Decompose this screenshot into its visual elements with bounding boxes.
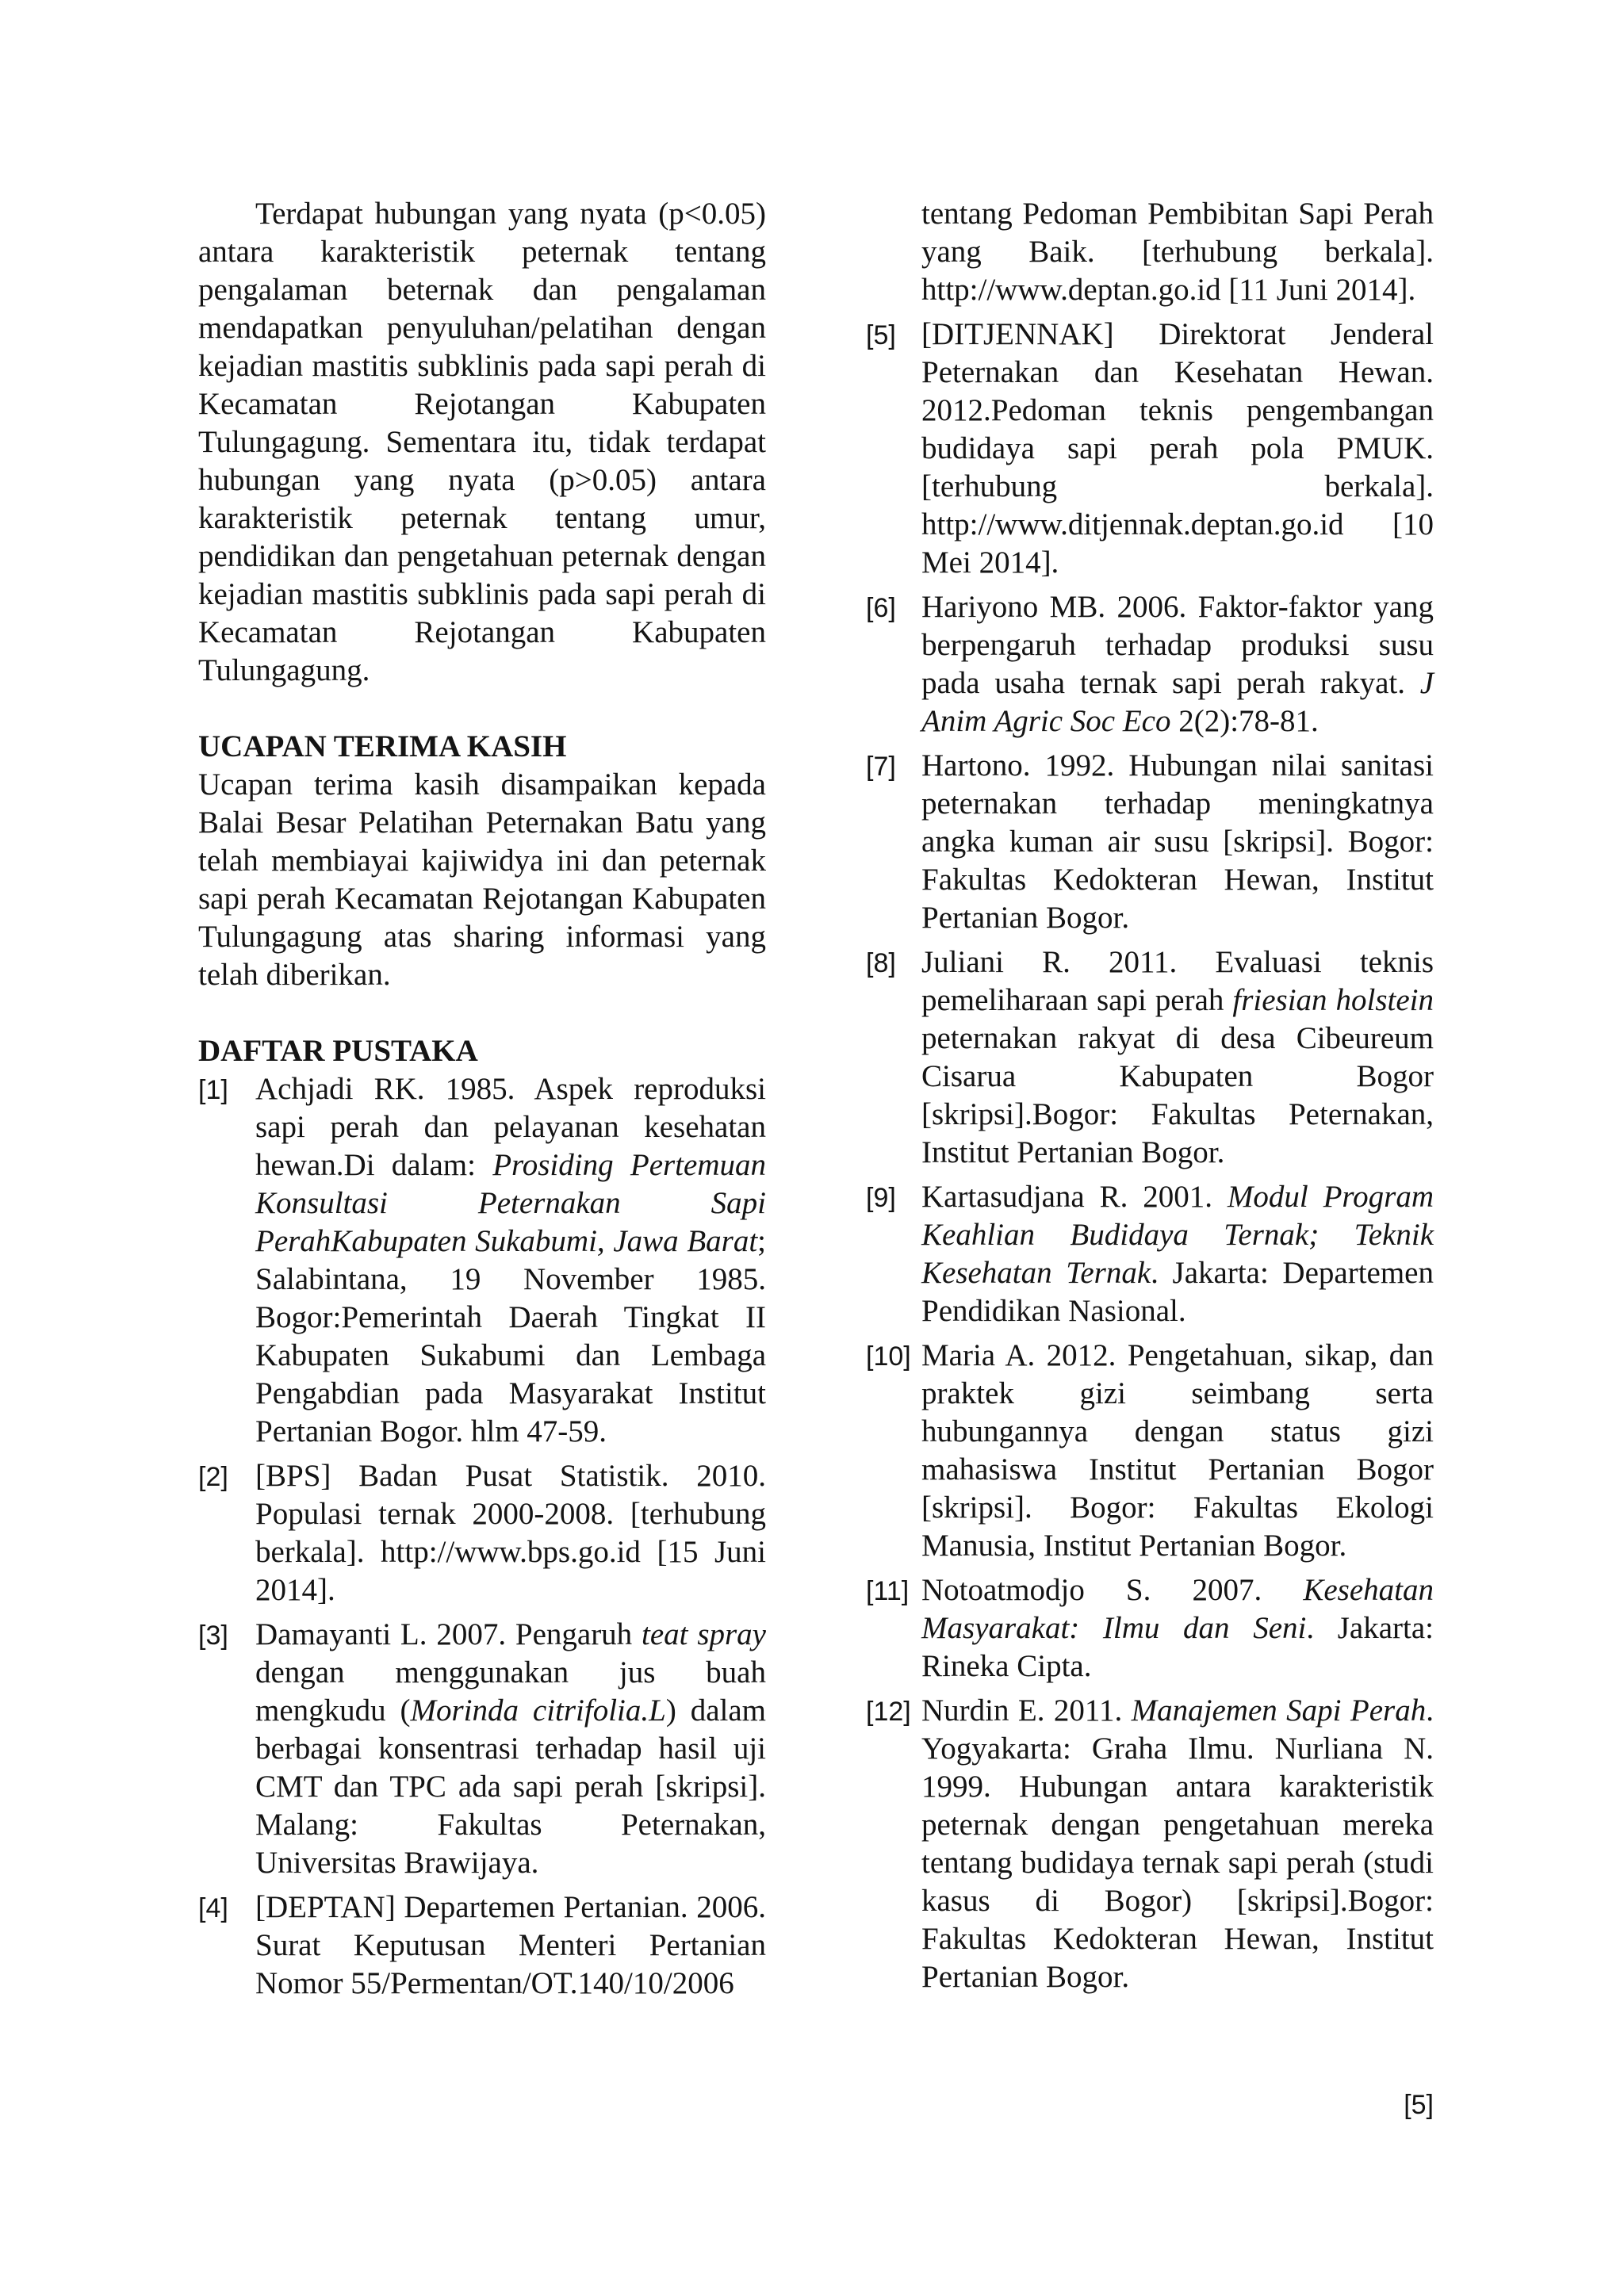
reference-12 [866,1692,1434,1996]
reference-italic: Morinda citrifolia.L [410,1693,666,1728]
acknowledgement-heading: UCAPAN TERIMA KASIH [198,729,567,763]
reference-text: Kartasudjana R. 2001. [921,1180,1228,1214]
spacer [198,690,766,728]
reference-number: [12] [866,1697,911,1727]
reference-text: [DEPTAN] Departemen Pertanian. 2006. Surat Keputusan Menteri Pertanian Nomor 55/Permentan/OT.140/10/2006 [255,1890,766,2000]
page-number: [5] [1404,2090,1434,2120]
reference-text: Damayanti L. 2007. Pengaruh [255,1617,642,1651]
reference-italic: Manajemen Sapi Perah [1131,1693,1427,1728]
reference-number: [1] [198,1075,228,1105]
reference-6 [866,588,1434,740]
reference-7 [866,747,1434,937]
reference-9 [866,1178,1434,1330]
reference-italic: Prosiding Pertemuan Konsultasi Peternakan Sapi PerahKabupaten Sukabumi, Jawa Barat [255,1148,766,1258]
reference-3 [198,1616,766,1882]
reference-text: [BPS] Badan Pusat Statistik. 2010. Populasi ternak 2000-2008. [terhubung berkala]. http://www.bps.go.id [15 Juni 2014]. [255,1459,766,1607]
reference-5 [866,316,1434,582]
reference-number: [7] [866,752,896,782]
spacer [198,994,766,1032]
reference-4-continued: tentang Pedoman Pembibitan Sapi Perah yang Baik. [terhubung berkala]. http://www.deptan.go.id [11 Juni 2014]. [921,197,1434,307]
reference-text: ) dalam berbagai konsentrasi terhadap hasil uji CMT dan TPC ada sapi perah [skripsi]. Malang: Fakultas Peternakan, Universitas Brawijaya. [255,1693,766,1880]
right-column [866,195,1434,2003]
reference-number: [9] [866,1183,896,1213]
reference-number: [4] [198,1893,228,1923]
reference-number: [10] [866,1341,911,1372]
reference-text: ; Salabintana, 19 November 1985. Bogor:Pemerintah Daerah Tingkat II Kabupaten Sukabumi dan Lembaga Pengabdian pada Masyarakat Institut Pertanian Bogor. hlm 47-59. [255,1224,766,1448]
left-column [198,195,766,2009]
reference-1 [198,1070,766,1451]
reference-number: [6] [866,593,896,623]
reference-text: Nurdin E. 2011. [921,1693,1132,1728]
reference-italic: friesian holstein [1232,983,1434,1017]
reference-2 [198,1457,766,1609]
reference-number: [5] [866,320,896,350]
reference-italic: Kesehatan Masyarakat: Ilmu dan Seni [921,1573,1434,1645]
reference-text: . Yogyakarta: Graha Ilmu. Nurliana N. 1999. Hubungan antara karakteristik peternak dengan pengetahuan mereka tentang budidaya ternak sapi perah (studi kasus di Bogor) [skripsi].Bogor: Fakultas Kedokteran Hewan, Institut Pertanian Bogor. [921,1693,1434,1994]
reference-text: dengan menggunakan jus buah mengkudu ( [255,1655,766,1728]
reference-italic: Modul Program Keahlian Budidaya Ternak; Teknik Kesehatan Ternak [921,1180,1434,1290]
reference-number: [8] [866,948,896,978]
references-heading: DAFTAR PUSTAKA [198,1034,478,1068]
conclusion-paragraph: Terdapat hubungan yang nyata (p<0.05) antara karakteristik peternak tentang pengalaman beternak dan pengalaman mendapatkan penyuluhan/pelatihan dengan kejadian mastitis subklinis pada sapi perah di Kecamatan Rejotangan Kabupaten Tulungagung. Sementara itu, tidak terdapat hubungan yang nyata (p>0.05) antara karakteristik peternak tentang umur, pendidikan dan pengetahuan peternak dengan kejadian mastitis subklinis pada sapi perah di Kecamatan Rejotangan Kabupaten Tulungagung. [198,197,766,687]
reference-text: Juliani R. 2011. Evaluasi teknis pemeliharaan sapi perah [921,945,1434,1017]
acknowledgement-text: Ucapan terima kasih disampaikan kepada Balai Besar Pelatihan Peternakan Batu yang telah membiayai kajiwidya ini dan peternak sapi perah Kecamatan Rejotangan Kabupaten Tulungagung atas sharing informasi yang telah diberikan. [198,767,766,992]
reference-text: . Jakarta: Departemen Pendidikan Nasional. [921,1256,1434,1328]
reference-text: Notoatmodjo S. 2007. [921,1573,1304,1607]
reference-text: . Jakarta: Rineka Cipta. [921,1611,1434,1683]
reference-text: Hariyono MB. 2006. Faktor-faktor yang berpengaruh terhadap produksi susu pada usaha ternak sapi perah rakyat. [921,590,1434,700]
reference-number: [2] [198,1462,228,1492]
reference-text: Maria A. 2012. Pengetahuan, sikap, dan praktek gizi seimbang serta hubungannya dengan status gizi mahasiswa Institut Pertanian Bogor [skripsi]. Bogor: Fakultas Ekologi Manusia, Institut Pertanian Bogor. [921,1338,1434,1563]
reference-11 [866,1571,1434,1686]
reference-8 [866,943,1434,1172]
reference-number: [3] [198,1621,228,1651]
reference-text: [DITJENNAK] Direktorat Jenderal Peternakan dan Kesehatan Hewan. 2012.Pedoman teknis pengembangan budidaya sapi perah pola PMUK. [terhubung berkala]. http://www.ditjennak.deptan.go.id [10 Mei 2014]. [921,317,1434,580]
reference-4 [198,1888,766,2003]
reference-text: Hartono. 1992. Hubungan nilai sanitasi peternakan terhadap meningkatnya angka kuman air susu [skripsi]. Bogor: Fakultas Kedokteran Hewan, Institut Pertanian Bogor. [921,748,1434,935]
reference-number: [11] [866,1576,910,1606]
reference-text: Achjadi RK. 1985. Aspek reproduksi sapi perah dan pelayanan kesehatan hewan.Di dalam: [255,1072,766,1182]
reference-10 [866,1337,1434,1565]
reference-text: peternakan rakyat di desa Cibeureum Cisarua Kabupaten Bogor [skripsi].Bogor: Fakultas Peternakan, Institut Pertanian Bogor. [921,1021,1434,1169]
reference-italic: teat spray [642,1617,766,1651]
reference-text: 2(2):78-81. [1170,704,1319,738]
reference-italic: J Anim Agric Soc Eco [921,666,1434,738]
